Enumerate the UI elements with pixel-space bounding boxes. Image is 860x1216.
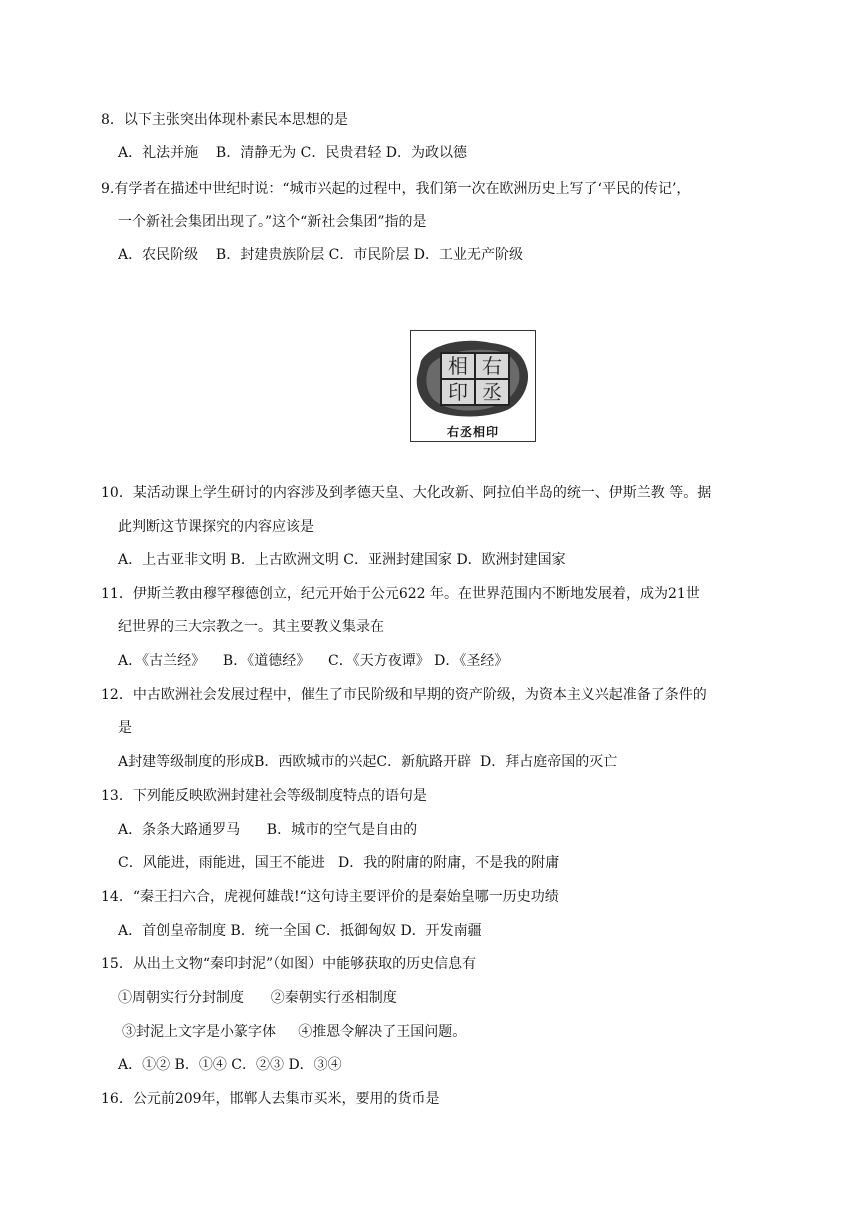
q15-options: A．①② B．①④ C．②③ D．③④ bbox=[118, 1057, 342, 1073]
figure-caption: 右丞相印 bbox=[446, 425, 499, 439]
q13-options-line1: A．条条大路通罗马 B．城市的空气是自由的 bbox=[118, 822, 418, 838]
seal-char-1: 右 bbox=[482, 354, 502, 378]
q13-options-line2: C．风能进，雨能进，国王不能进 D．我的附庸的附庸，不是我的附庸 bbox=[118, 855, 560, 871]
q9-stem-line1: 9.有学者在描述中世纪时说：“城市兴起的过程中，我们第一次在欧洲历史上写了‘平民的传记’， bbox=[101, 181, 691, 197]
q8-options: A．礼法并施 B．清静无为 C．民贵君轻 D．为政以德 bbox=[118, 145, 468, 161]
seal-char-4: 印 bbox=[448, 380, 468, 404]
q10-stem-line1: 10．某活动课上学生研讨的内容涉及到孝德天皇、大化改新、阿拉伯半岛的统一、伊斯兰教 等。据 bbox=[101, 485, 712, 501]
q10-stem-line2: 此判断这节课探究的内容应该是 bbox=[118, 519, 314, 535]
q15-stem: 15．从出土文物“秦印封泥”（如图）中能够获取的历史信息有 bbox=[101, 956, 477, 972]
seal-char-2: 丞 bbox=[482, 380, 502, 404]
q15-item-line1: ①周朝实行分封制度 ②秦朝实行丞相制度 bbox=[118, 990, 397, 1006]
q12-options: A封建等级制度的形成B．西欧城市的兴起C．新航路开辟 D．拜占庭帝国的灭亡 bbox=[118, 754, 618, 770]
q8-stem: 8．以下主张突出体现朴素民本思想的是 bbox=[101, 112, 348, 128]
q16-stem: 16．公元前209年，邯郸人去集市买米，要用的货币是 bbox=[101, 1091, 440, 1107]
q11-stem-line2: 纪世界的三大宗教之一。其主要教义集录在 bbox=[118, 619, 384, 635]
seal-char-3: 相 bbox=[448, 354, 468, 378]
q14-options: A．首创皇帝制度 B．统一全国 C．抵御匈奴 D．开发南疆 bbox=[118, 923, 482, 939]
q10-options: A．上古亚非文明 B．上古欧洲文明 C．亚洲封建国家 D．欧洲封建国家 bbox=[118, 552, 566, 568]
q12-stem-line2: 是 bbox=[118, 720, 132, 736]
q15-item-line2: ③封泥上文字是小篆字体 ④推恩令解决了王国问题。 bbox=[122, 1024, 467, 1040]
q13-stem: 13．下列能反映欧洲封建社会等级制度特点的语句是 bbox=[101, 788, 427, 804]
q12-stem-line1: 12．中古欧洲社会发展过程中，催生了市民阶级和早期的资产阶级，为资本主义兴起准备了条件的 bbox=[101, 687, 707, 703]
q11-stem-line1: 11．伊斯兰教由穆罕穆德创立，纪元开始于公元622 年。在世界范围内不断地发展着，成为21世 bbox=[101, 586, 700, 602]
q9-options: A．农民阶级 B．封建贵族阶层 C．市民阶层 D．工业无产阶级 bbox=[118, 247, 524, 263]
q9-stem-line2: 一个新社会集团出现了。”这个“新社会集团”指的是 bbox=[118, 214, 427, 230]
q11-options: A．《古兰经》 B．《道德经》 C．《天方夜谭》 D．《圣经》 bbox=[118, 653, 509, 669]
q14-stem: 14．“秦王扫六合，虎视何雄哉!“这句诗主要评价的是秦始皇哪一历史功绩 bbox=[101, 889, 559, 905]
seal-figure bbox=[410, 330, 536, 442]
